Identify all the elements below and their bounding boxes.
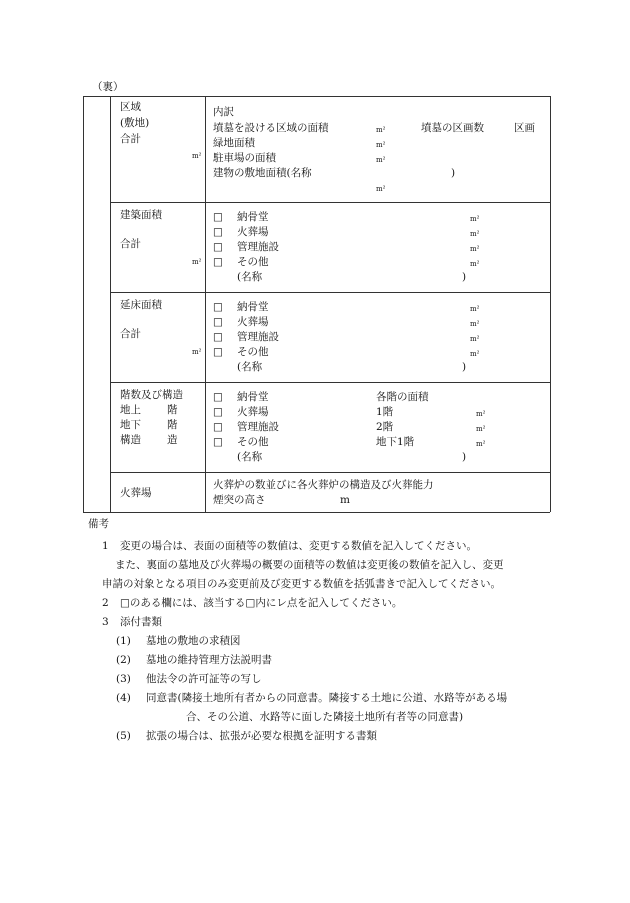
other-label: その他 — [237, 436, 269, 448]
note-3-text: 添付書類 — [120, 616, 162, 628]
per-floor-area-label: 各階の面積 — [376, 391, 429, 403]
checkbox[interactable]: □ — [213, 346, 223, 358]
crematory-section-label: 火葬場 — [120, 487, 152, 499]
floor-unit: 階 — [167, 404, 178, 416]
basement-1-label: 地下1階 — [376, 436, 415, 448]
other-label: その他 — [237, 346, 269, 358]
area-unit: m² — [470, 260, 480, 268]
checkbox[interactable]: □ — [213, 241, 223, 253]
checkbox[interactable]: □ — [213, 406, 223, 418]
note-1-continued: また、裏面の墓地及び火葬場の概要の面積等の数値は変更後の数値を記入し、変更 — [115, 559, 504, 571]
checkbox[interactable]: □ — [213, 211, 223, 223]
checkbox[interactable]: □ — [213, 391, 223, 403]
table-right-border — [550, 96, 551, 512]
area-total-unit: m² — [192, 152, 202, 160]
attachment-number: (1) — [116, 635, 131, 647]
note-number: 2 — [102, 597, 109, 609]
table-column-divider — [110, 96, 111, 512]
note-1-text: 変更の場合は、表面の面積等の数値は、変更する数値を記入してください。 — [120, 540, 477, 552]
other-name-close: ) — [462, 451, 467, 463]
other-name-close: ) — [462, 271, 467, 283]
attachment-number: (5) — [116, 730, 131, 742]
checkbox[interactable]: □ — [213, 226, 223, 238]
attachment-item: 墓地の敷地の求積図 — [146, 635, 241, 647]
attachment-number: (2) — [116, 654, 131, 666]
note-number: 1 — [102, 540, 109, 552]
other-name-open: (名称 — [237, 361, 263, 373]
ossuary-label: 納骨堂 — [237, 211, 269, 223]
parking-area-label: 駐車場の面積 — [213, 152, 276, 164]
note-1-continued: 申請の対象となる項目のみ変更前及び変更する数値を括弧書きで記入してください。 — [102, 578, 501, 590]
building-site-unit: m² — [376, 185, 386, 193]
area-unit: m² — [470, 230, 480, 238]
other-name-close: ) — [462, 361, 467, 373]
row-divider — [110, 202, 550, 203]
checkbox[interactable]: □ — [213, 301, 223, 313]
table-label-divider — [205, 96, 206, 512]
floors-structure-label: 階数及び構造 — [120, 389, 183, 401]
building-total-label: 合計 — [120, 238, 141, 250]
table-left-border — [83, 96, 84, 512]
row-divider — [110, 382, 550, 383]
attachment-item: 拡張の場合は、拡張が必要な根拠を証明する書類 — [146, 730, 377, 742]
checkbox[interactable]: □ — [213, 331, 223, 343]
area-label-line: 区域 — [120, 101, 141, 113]
other-label: その他 — [237, 256, 269, 268]
area-unit: m² — [476, 440, 486, 448]
management-facility-label: 管理施設 — [237, 241, 279, 253]
building-total-unit: m² — [192, 258, 202, 266]
green-area-unit: m² — [376, 141, 386, 149]
row-divider — [110, 292, 550, 293]
attachment-item: 墓地の維持管理方法説明書 — [146, 654, 272, 666]
breakdown-label: 内訳 — [213, 106, 234, 118]
grave-area-label: 墳墓を設ける区域の面積 — [213, 122, 329, 134]
table-top-border — [83, 96, 550, 97]
other-name-open: (名称 — [237, 271, 263, 283]
below-ground-label: 地下 — [120, 419, 141, 431]
building-site-label: 建物の敷地面積(名称 — [213, 167, 312, 179]
area-label-line: (敷地) — [120, 117, 150, 129]
attachment-item: 他法令の許可証等の写し — [146, 673, 262, 685]
grave-count-unit: 区画 — [514, 122, 535, 134]
ossuary-label: 納骨堂 — [237, 391, 269, 403]
area-unit: m² — [470, 215, 480, 223]
floor-total-unit: m² — [192, 348, 202, 356]
row-divider — [110, 472, 550, 473]
area-unit: m² — [470, 245, 480, 253]
structure-label: 構造 — [120, 434, 141, 446]
floor-area-label: 延床面積 — [120, 299, 162, 311]
furnace-description-label: 火葬炉の数並びに各火葬炉の構造及び火葬能力 — [213, 479, 434, 491]
attachment-number: (4) — [116, 692, 131, 704]
attachment-item-continued: 合、その公道、水路等に面した隣接土地所有者等の同意書) — [186, 711, 464, 723]
chimney-height-label: 煙突の高さ — [213, 494, 266, 506]
above-ground-label: 地上 — [120, 404, 141, 416]
area-total-label: 合計 — [120, 133, 141, 145]
area-unit: m² — [476, 410, 486, 418]
management-facility-label: 管理施設 — [237, 331, 279, 343]
floor-total-label: 合計 — [120, 328, 141, 340]
area-unit: m² — [470, 305, 480, 313]
table-bottom-border — [83, 512, 550, 513]
crematory-label: 火葬場 — [237, 406, 269, 418]
area-unit: m² — [476, 425, 486, 433]
structure-unit: 造 — [167, 434, 178, 446]
attachment-item: 同意書(隣接土地所有者からの同意書。隣接する土地に公道、水路等がある場 — [146, 692, 508, 704]
checkbox[interactable]: □ — [213, 316, 223, 328]
area-unit: m² — [470, 335, 480, 343]
checkbox[interactable]: □ — [213, 421, 223, 433]
grave-count-label: 墳墓の区画数 — [421, 122, 484, 134]
management-facility-label: 管理施設 — [237, 421, 279, 433]
note-number: 3 — [102, 616, 109, 628]
area-unit: m² — [470, 320, 480, 328]
page-label: （裏） — [92, 81, 124, 93]
building-area-label: 建築面積 — [120, 209, 162, 221]
note-2-text: □のある欄には、該当する□内にレ点を記入してください。 — [120, 597, 403, 609]
floor-unit: 階 — [167, 419, 178, 431]
attachment-number: (3) — [116, 673, 131, 685]
other-name-open: (名称 — [237, 451, 263, 463]
checkbox[interactable]: □ — [213, 256, 223, 268]
checkbox[interactable]: □ — [213, 436, 223, 448]
green-area-label: 緑地面積 — [213, 137, 255, 149]
building-site-close: ) — [451, 167, 456, 179]
grave-area-unit: m² — [376, 126, 386, 134]
chimney-height-unit: m — [340, 494, 350, 506]
crematory-label: 火葬場 — [237, 316, 269, 328]
parking-area-unit: m² — [376, 156, 386, 164]
ossuary-label: 納骨堂 — [237, 301, 269, 313]
crematory-label: 火葬場 — [237, 226, 269, 238]
area-unit: m² — [470, 350, 480, 358]
floor-2-label: 2階 — [376, 421, 394, 433]
notes-title: 備考 — [88, 518, 109, 530]
floor-1-label: 1階 — [376, 406, 394, 418]
